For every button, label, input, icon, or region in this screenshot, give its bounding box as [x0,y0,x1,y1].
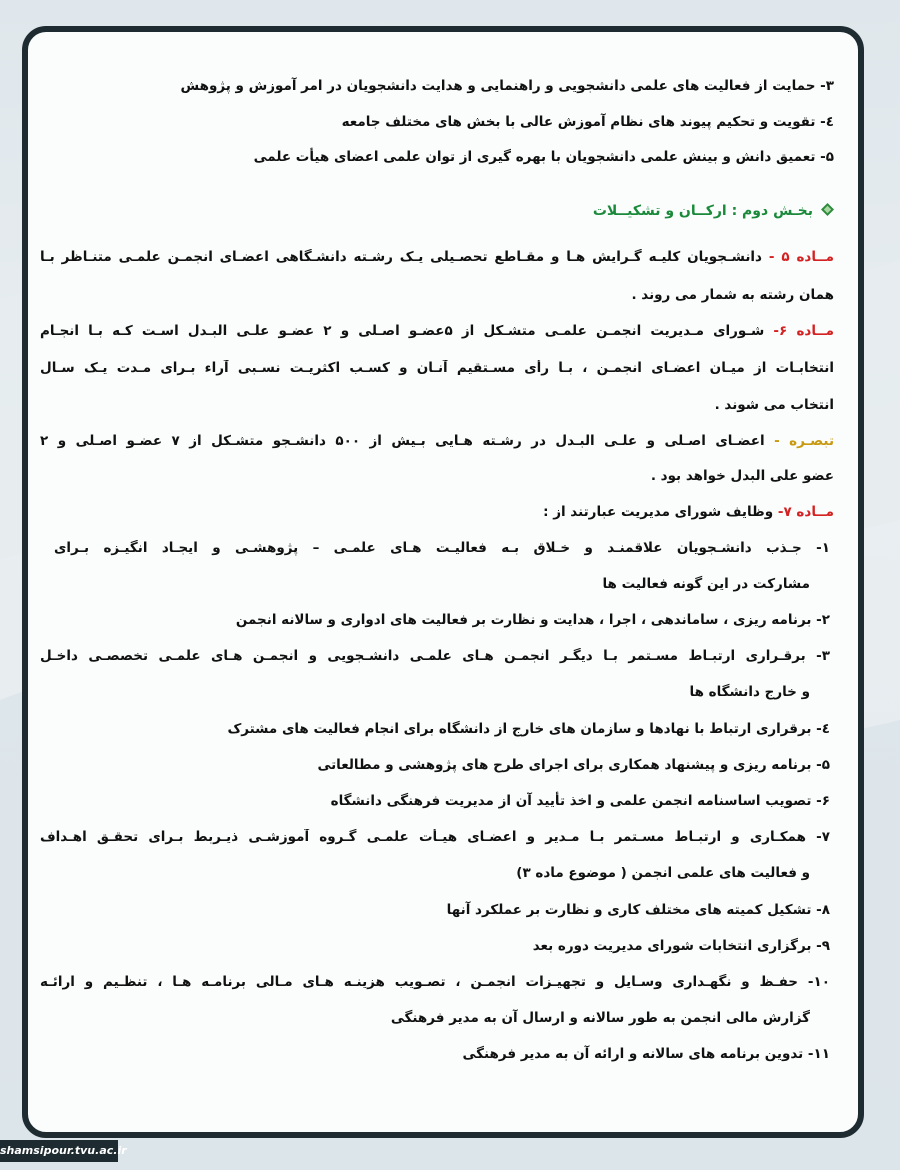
duty-10-line-1: ۱۰- حفـظ و نگهـداری وسـایل و تجهیـزات انجمـن ، تصـویب هزینـه هـای مـالی برنامـه هـا ، تنظـیم و ارائـه [40,974,830,990]
section-heading-text: بخـش دوم : ارکــان و تشکیــلات [592,203,813,219]
duty-11: ۱۱- تدوین برنامه های سالانه و ارائه آن به مدیر فرهنگی [462,1046,830,1062]
duty-7-line-1: ۷- همکـاری و ارتبـاط مسـتمر بـا مـدیر و اعضـای هیـأت علمـی گـروه آموزشـی ذیـربط بـرای تحقـق اهـداف [40,829,830,845]
duty-5: ۵- برنامه ریزی و پیشنهاد همکاری برای اجرای طرح های پژوهشی و مطالعاتی [317,757,830,773]
article-6-label: مــاده ۶- [773,323,834,339]
note-line-1: تبصـره - اعضـای اصـلی و علـی البـدل در رشـته هـایی بـیش از ۵۰۰ دانشـجو متشـکل از ۷ عضـو اصـلی و ۲ [40,433,834,449]
duty-7-line-2: و فعالیت های علمی انجمن ( موضوع ماده ۳) [516,865,810,881]
duty-6: ۶- تصویب اساسنامه انجمن علمی و اخذ تأیید آن از مدیریت فرهنگی دانشگاه [330,793,830,809]
diamond-bullet-icon [821,203,834,216]
note-label: تبصـره - [774,433,834,449]
footer-url: shamsipour.tvu.ac.ir [0,1140,118,1162]
article-6-line-2: انتخابـات از میـان اعضـای انجمـن ، بـا رأی مسـتقیم آنـان و کسـب اکثریـت نسـبی آراء بـرای مـدت یـک سـال [40,360,834,376]
goal-3: ۳- حمایت از فعالیت های علمی دانشجویی و راهنمایی و هدایت دانشجویان در امر آموزش و پژوهش [180,78,834,94]
duty-10-line-2: گزارش مالی انجمن به طور سالانه و ارسال آن به مدیر فرهنگی [390,1010,810,1026]
duty-8: ۸- تشکیل کمیته های مختلف کاری و نظارت بر عملکرد آنها [446,902,830,918]
article-5-line-2: همان رشته به شمار می روند . [631,287,834,303]
duty-3-line-2: و خارج دانشگاه ها [689,684,810,700]
article-7-label: مــاده ۷- [777,504,834,520]
duty-1-line-2: مشارکت در این گونه فعالیت ها [602,576,810,592]
duty-2: ۲- برنامه ریزی ، ساماندهی ، اجرا ، هدایت و نظارت بر فعالیت های ادواری و سالانه انجمن [235,612,830,628]
note-line-2: عضو علی البدل خواهد بود . [650,468,834,484]
article-5-label: مــاده ۵ - [768,249,834,265]
goal-4: ٤- تقویت و تحکیم پیوند های نظام آموزش عالی با بخش های مختلف جامعه [341,114,834,130]
goal-5: ۵- تعمیق دانش و بینش علمی دانشجویان با بهره گیری از توان علمی اعضای هیأت علمی [253,149,834,165]
article-6-line-1: مــاده ۶- شـورای مـدیریت انجمـن علمـی متشـکل از ۵عضـو اصـلی و ۲ عضـو علـی البـدل اسـت کـه بـا انجـام [40,323,834,339]
duty-3-line-1: ۳- برقـراری ارتبـاط مسـتمر بـا دیگـر انجمـن هـای علمـی دانشـجویی و انجمـن هـای علمـی تخصصـی داخـل [40,648,830,664]
duty-4: ٤- برقراری ارتباط با نهادها و سازمان های خارج از دانشگاه برای انجام فعالیت های مشترک [227,721,830,737]
article-5-line-1: مــاده ۵ - دانشـجویان کلیـه گـرایش هـا و مقـاطع تحصـیلی یـک رشـته دانشـگاهی اعضـای انجمـن علمـی متنـاظر بـا [40,249,834,265]
duty-9: ۹- برگزاری انتخابات شورای مدیریت دوره بعد [532,938,830,954]
article-7-line: مــاده ۷- وظایف شورای مدیریت عبارتند از : [543,504,834,520]
duty-1-line-1: ۱- جـذب دانشـجویان علاقمنـد و خـلاق بـه فعالیـت هـای علمـی – پژوهشـی و ایجـاد انگیـزه بـرای [54,540,830,556]
section-heading [593,203,834,219]
article-6-line-3: انتخاب می شوند . [714,397,834,413]
